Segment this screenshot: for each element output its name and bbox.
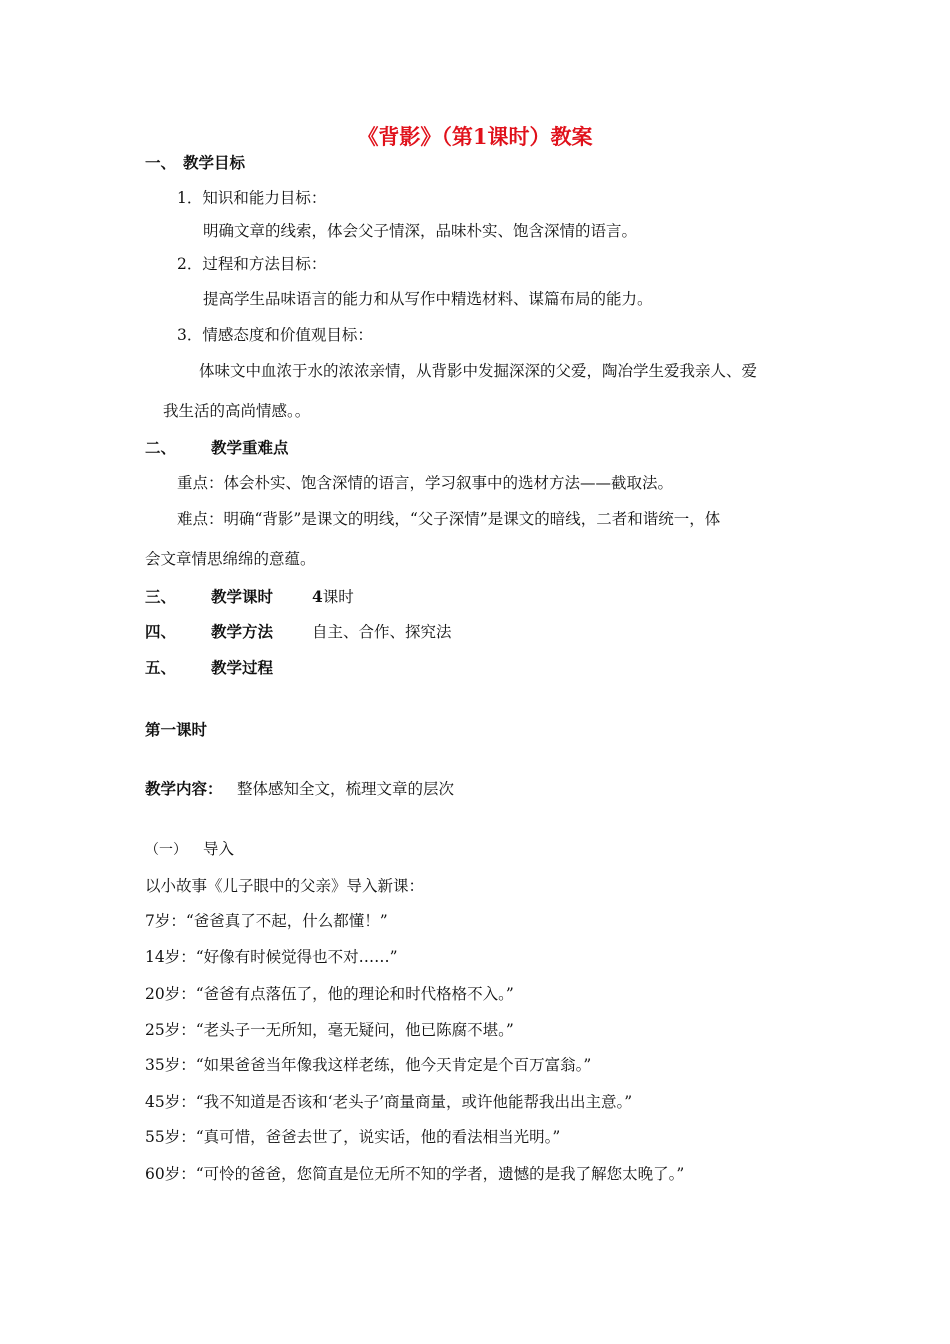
section-number: 一、 [145, 153, 177, 172]
section-label: 教学过程 [211, 658, 274, 677]
goal-2-text: 提高学生品味语言的能力和从写作中精选材料、谋篇布局的能力。 [203, 290, 653, 308]
section-label: 教学目标 [183, 153, 246, 172]
quote-line [145, 1092, 632, 1112]
quote-text: “我不知道是否该和‘老头子’商量商量，或许他能帮我出出主意。” [195, 1093, 633, 1111]
section-1-heading [145, 153, 245, 173]
goal-1-text: 明确文章的线索，体会父子情深，品味朴实、饱含深情的语言。 [203, 222, 638, 240]
goal-1-heading: 1．知识和能力目标： [177, 189, 327, 207]
quote-line [145, 1127, 560, 1147]
quote-text: “爸爸有点落伍了，他的理论和时代格格不入。” [195, 985, 514, 1003]
quote-line [145, 947, 398, 967]
quote-text: “好像有时候觉得也不对……” [195, 948, 398, 966]
class-hours-unit: 课时 [322, 588, 354, 606]
teaching-content-value: 整体感知全文，梳理文章的层次 [237, 780, 455, 798]
section-4-heading [145, 622, 452, 642]
quote-line [145, 984, 514, 1004]
section-label: 教学方法 [211, 622, 274, 641]
intro-heading [145, 839, 234, 860]
section-label: 教学重难点 [211, 438, 289, 457]
goal-2-heading: 2．过程和方法目标： [177, 255, 327, 273]
section-2-heading [145, 438, 289, 458]
quote-text: “真可惜，爸爸去世了，说实话，他的看法相当光明。” [195, 1128, 561, 1146]
teaching-method-value: 自主、合作、探究法 [312, 623, 452, 641]
quote-age: 7岁： [145, 912, 186, 930]
quote-text: “爸爸真了不起，什么都懂！” [185, 912, 388, 930]
quote-line [145, 911, 388, 931]
quote-age: 14岁： [145, 948, 196, 966]
goal-3-text-line1: 体味文中血浓于水的浓浓亲情，从背影中发掘深深的父爱，陶冶学生爱我亲人、爱 [199, 362, 758, 380]
intro-label: 导入 [203, 840, 235, 858]
difficulty-line1: 难点：明确“背影”是课文的明线，“父子深情”是课文的暗线，二者和谐统一，体 [177, 510, 721, 528]
section-number: 四、 [145, 622, 177, 641]
quote-age: 55岁： [145, 1128, 196, 1146]
key-point: 重点：体会朴实、饱含深情的语言，学习叙事中的选材方法——截取法。 [177, 474, 674, 492]
class-hours-number: 4 [312, 587, 323, 606]
section-label: 教学课时 [211, 587, 274, 606]
goal-3-text-line2: 我生活的高尚情感。。 [163, 402, 311, 420]
section-number: 五、 [145, 658, 177, 677]
quote-age: 45岁： [145, 1093, 196, 1111]
quote-line [145, 1164, 684, 1184]
quote-line [145, 1055, 591, 1075]
difficulty-line2: 会文章情思绵绵的意蕴。 [145, 550, 316, 568]
section-number: 二、 [145, 438, 177, 457]
intro-number: （一） [145, 842, 187, 858]
quote-age: 25岁： [145, 1021, 196, 1039]
document-title: 《背影》（第1课时）教案 [357, 124, 593, 149]
quote-age: 20岁： [145, 985, 196, 1003]
quote-age: 60岁： [145, 1165, 196, 1183]
teaching-content-label: 教学内容： [145, 779, 223, 798]
teaching-content [145, 779, 454, 799]
quote-age: 35岁： [145, 1056, 196, 1074]
quote-text: “如果爸爸当年像我这样老练，他今天肯定是个百万富翁。” [195, 1056, 592, 1074]
lesson-heading: 第一课时 [145, 720, 208, 739]
quote-line [145, 1020, 514, 1040]
story-intro: 以小故事《儿子眼中的父亲》导入新课： [145, 877, 425, 895]
section-3-heading [145, 587, 354, 607]
section-number: 三、 [145, 587, 177, 606]
quote-text: “老头子一无所知，毫无疑问，他已陈腐不堪。” [195, 1021, 514, 1039]
section-5-heading [145, 658, 273, 678]
quote-text: “可怜的爸爸，您简直是位无所不知的学者，遗憾的是我了解您太晚了。” [195, 1165, 685, 1183]
goal-3-heading: 3．情感态度和价值观目标： [177, 326, 373, 344]
